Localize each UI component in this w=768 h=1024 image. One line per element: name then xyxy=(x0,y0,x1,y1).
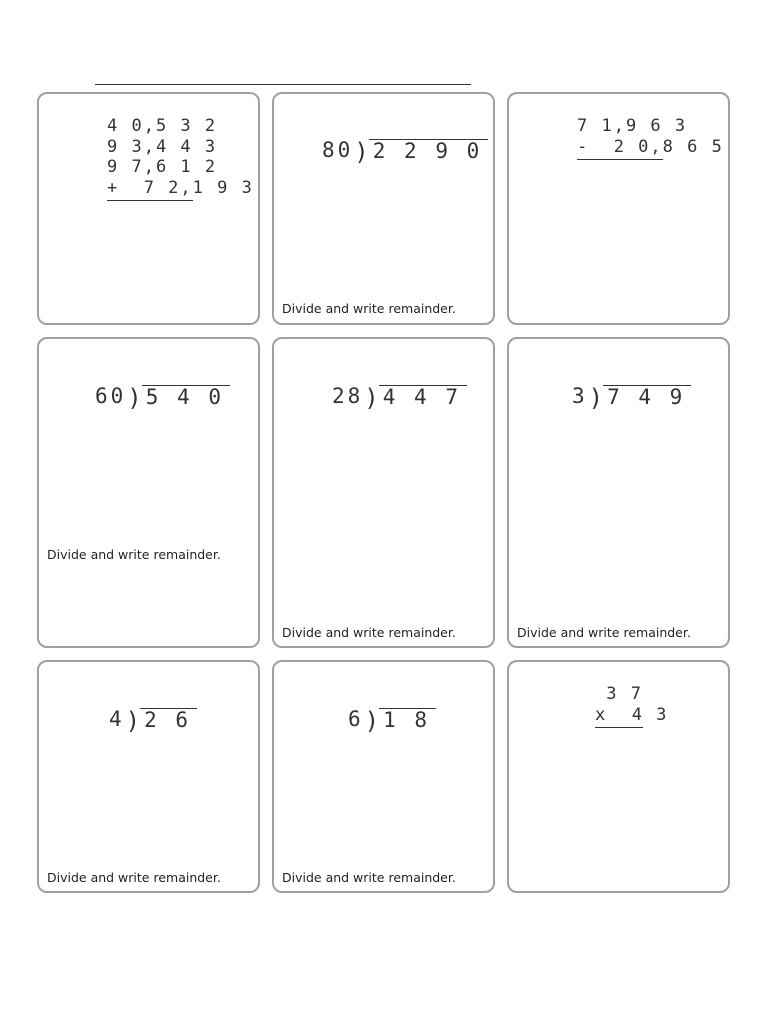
division-bracket: ) xyxy=(364,384,379,412)
card-division-6 xyxy=(272,660,495,893)
card-multiplication xyxy=(507,660,730,893)
division-bracket: ) xyxy=(354,138,369,166)
divisor: 6 xyxy=(348,707,364,731)
divisor: 60 xyxy=(95,384,127,408)
instruction-text: Divide and write remainder. xyxy=(282,870,456,885)
dividend: 2 2 9 0 xyxy=(369,139,489,162)
sum-rule xyxy=(107,200,193,201)
card-subtraction xyxy=(507,92,730,325)
card-division-4 xyxy=(507,337,730,648)
name-line xyxy=(95,84,471,85)
addend-4: + 7 2,1 9 3 xyxy=(107,177,254,198)
subtrahend: - 2 0,8 6 5 xyxy=(577,136,724,157)
dividend: 1 8 xyxy=(379,708,436,731)
multiplier: x 4 3 xyxy=(595,704,669,725)
dividend: 4 4 7 xyxy=(379,385,467,408)
instruction-text: Divide and write remainder. xyxy=(47,547,221,562)
multiplicand: 3 7 xyxy=(606,684,643,704)
division-problem xyxy=(572,384,691,412)
addition-problem xyxy=(107,116,254,201)
division-bracket: ) xyxy=(588,384,604,412)
product-rule xyxy=(595,727,643,728)
divisor: 3 xyxy=(572,384,588,408)
dividend: 2 6 xyxy=(140,708,197,731)
divisor: 28 xyxy=(332,384,364,408)
division-bracket: ) xyxy=(125,707,141,735)
subtraction-problem xyxy=(577,116,724,160)
instruction-text: Divide and write remainder. xyxy=(517,625,691,640)
divisor: 80 xyxy=(322,138,354,162)
minuend: 7 1,9 6 3 xyxy=(577,116,688,136)
division-problem xyxy=(95,384,230,412)
division-problem xyxy=(332,384,467,412)
card-addition xyxy=(37,92,260,325)
division-bracket: ) xyxy=(127,384,142,412)
difference-rule xyxy=(577,159,663,160)
card-division-2 xyxy=(37,337,260,648)
divisor: 4 xyxy=(109,707,125,731)
addend-3: 9 7,6 1 2 xyxy=(107,157,218,177)
dividend: 7 4 9 xyxy=(603,385,691,408)
division-problem xyxy=(322,138,488,166)
instruction-text: Divide and write remainder. xyxy=(282,625,456,640)
card-division-1 xyxy=(272,92,495,325)
dividend: 5 4 0 xyxy=(142,385,230,408)
addend-1: 4 0,5 3 2 xyxy=(107,116,218,136)
multiplication-problem xyxy=(595,684,669,728)
division-problem xyxy=(109,707,197,735)
card-division-3 xyxy=(272,337,495,648)
division-problem xyxy=(348,707,436,735)
instruction-text: Divide and write remainder. xyxy=(47,870,221,885)
division-bracket: ) xyxy=(364,707,380,735)
card-division-5 xyxy=(37,660,260,893)
addend-2: 9 3,4 4 3 xyxy=(107,136,218,157)
instruction-text: Divide and write remainder. xyxy=(282,301,456,316)
